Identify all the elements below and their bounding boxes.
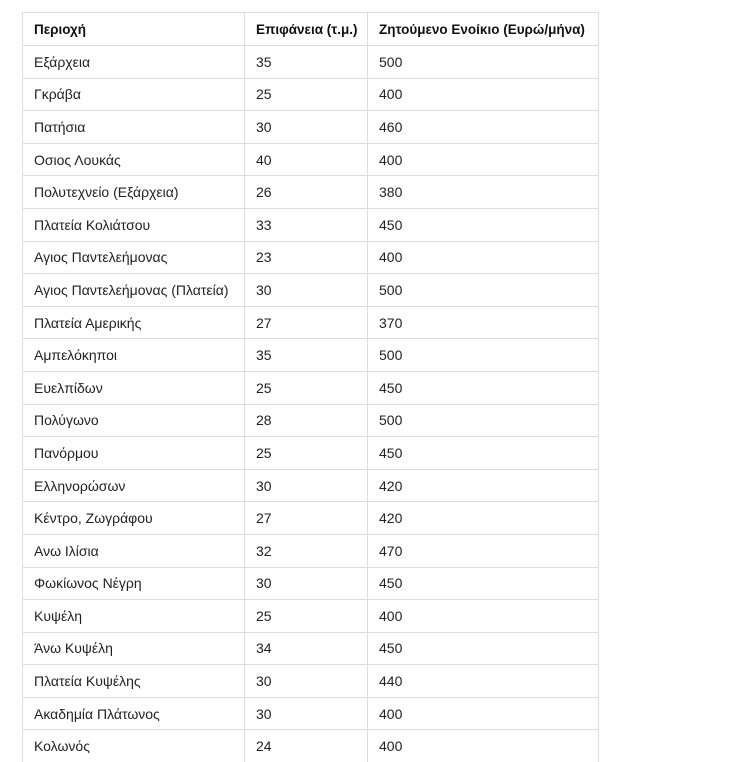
rent-cell: 450 bbox=[368, 567, 599, 600]
table-body bbox=[23, 46, 599, 762]
surface-cell: 40 bbox=[245, 143, 368, 176]
area-cell: Ευελπίδων bbox=[23, 371, 245, 404]
rent-cell: 500 bbox=[368, 46, 599, 79]
table-row bbox=[23, 632, 599, 665]
area-cell: Πανόρμου bbox=[23, 437, 245, 470]
surface-cell: 30 bbox=[245, 274, 368, 307]
rent-cell: 370 bbox=[368, 306, 599, 339]
rent-cell: 450 bbox=[368, 208, 599, 241]
area-cell: Πατήσια bbox=[23, 111, 245, 144]
surface-cell: 25 bbox=[245, 78, 368, 111]
area-cell: Κυψέλη bbox=[23, 600, 245, 633]
rent-cell: 400 bbox=[368, 143, 599, 176]
rent-cell: 450 bbox=[368, 437, 599, 470]
rent-cell: 420 bbox=[368, 469, 599, 502]
rent-cell: 460 bbox=[368, 111, 599, 144]
surface-cell: 35 bbox=[245, 339, 368, 372]
surface-cell: 23 bbox=[245, 241, 368, 274]
table-row bbox=[23, 665, 599, 698]
rent-cell: 450 bbox=[368, 371, 599, 404]
rent-table bbox=[22, 12, 599, 762]
area-cell: Ανω Ιλίσια bbox=[23, 534, 245, 567]
table-row bbox=[23, 600, 599, 633]
table-row bbox=[23, 306, 599, 339]
rent-cell: 450 bbox=[368, 632, 599, 665]
surface-cell: 35 bbox=[245, 46, 368, 79]
table-row bbox=[23, 241, 599, 274]
table-row bbox=[23, 339, 599, 372]
surface-cell: 33 bbox=[245, 208, 368, 241]
surface-cell: 30 bbox=[245, 665, 368, 698]
surface-cell: 25 bbox=[245, 600, 368, 633]
area-cell: Αμπελόκηποι bbox=[23, 339, 245, 372]
area-cell: Οσιος Λουκάς bbox=[23, 143, 245, 176]
rent-cell: 500 bbox=[368, 274, 599, 307]
rent-cell: 420 bbox=[368, 502, 599, 535]
rent-cell: 500 bbox=[368, 404, 599, 437]
rent-cell: 400 bbox=[368, 78, 599, 111]
table-row bbox=[23, 502, 599, 535]
area-cell: Κέντρο, Ζωγράφου bbox=[23, 502, 245, 535]
rent-cell: 380 bbox=[368, 176, 599, 209]
table-row bbox=[23, 469, 599, 502]
rent-cell: 400 bbox=[368, 697, 599, 730]
table-row bbox=[23, 567, 599, 600]
surface-cell: 27 bbox=[245, 502, 368, 535]
area-cell: Φωκίωνος Νέγρη bbox=[23, 567, 245, 600]
rent-cell: 440 bbox=[368, 665, 599, 698]
area-cell: Ακαδημία Πλάτωνος bbox=[23, 697, 245, 730]
surface-cell: 25 bbox=[245, 371, 368, 404]
area-cell: Πλατεία Κολιάτσου bbox=[23, 208, 245, 241]
table-row bbox=[23, 208, 599, 241]
area-cell: Εξάρχεια bbox=[23, 46, 245, 79]
surface-cell: 30 bbox=[245, 567, 368, 600]
area-cell: Πλατεία Αμερικής bbox=[23, 306, 245, 339]
table-row bbox=[23, 697, 599, 730]
area-cell: Αγιος Παντελεήμονας bbox=[23, 241, 245, 274]
surface-cell: 27 bbox=[245, 306, 368, 339]
surface-cell: 30 bbox=[245, 469, 368, 502]
table-row bbox=[23, 143, 599, 176]
area-cell: Πολύγωνο bbox=[23, 404, 245, 437]
area-cell: Γκράβα bbox=[23, 78, 245, 111]
rent-cell: 400 bbox=[368, 730, 599, 762]
table-row bbox=[23, 176, 599, 209]
header-area: Περιοχή bbox=[23, 13, 245, 46]
table-row bbox=[23, 437, 599, 470]
area-cell: Πολυτεχνείο (Εξάρχεια) bbox=[23, 176, 245, 209]
surface-cell: 26 bbox=[245, 176, 368, 209]
surface-cell: 32 bbox=[245, 534, 368, 567]
area-cell: Ελληνορώσων bbox=[23, 469, 245, 502]
rent-cell: 470 bbox=[368, 534, 599, 567]
table-header-row bbox=[23, 13, 599, 46]
header-rent: Ζητούμενο Ενοίκιο (Ευρώ/μήνα) bbox=[368, 13, 599, 46]
table-row bbox=[23, 730, 599, 762]
table-row bbox=[23, 404, 599, 437]
area-cell: Αγιος Παντελεήμονας (Πλατεία) bbox=[23, 274, 245, 307]
rent-cell: 400 bbox=[368, 600, 599, 633]
surface-cell: 25 bbox=[245, 437, 368, 470]
rent-cell: 400 bbox=[368, 241, 599, 274]
surface-cell: 34 bbox=[245, 632, 368, 665]
table-row bbox=[23, 46, 599, 79]
surface-cell: 30 bbox=[245, 697, 368, 730]
table-row bbox=[23, 111, 599, 144]
surface-cell: 30 bbox=[245, 111, 368, 144]
area-cell: Κολωνός bbox=[23, 730, 245, 762]
table-row bbox=[23, 274, 599, 307]
surface-cell: 24 bbox=[245, 730, 368, 762]
table-row bbox=[23, 78, 599, 111]
table-row bbox=[23, 534, 599, 567]
table-row bbox=[23, 371, 599, 404]
surface-cell: 28 bbox=[245, 404, 368, 437]
header-surface: Επιφάνεια (τ.μ.) bbox=[245, 13, 368, 46]
rent-table-container bbox=[22, 12, 598, 762]
area-cell: Πλατεία Κυψέλης bbox=[23, 665, 245, 698]
rent-cell: 500 bbox=[368, 339, 599, 372]
area-cell: Άνω Κυψέλη bbox=[23, 632, 245, 665]
